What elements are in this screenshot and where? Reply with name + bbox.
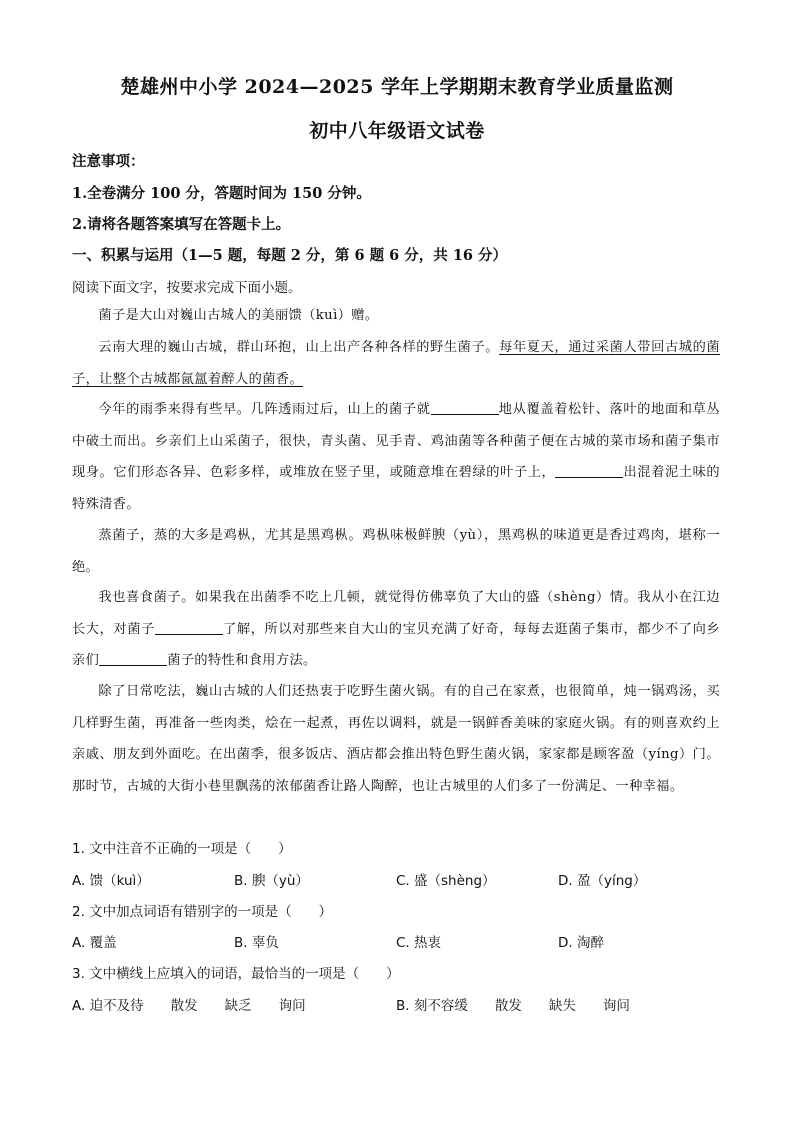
passage-text: 云南大理的巍山古城，群山环抱，山上出产各种各样的野生菌子。 — [98, 340, 500, 355]
passage-text: 我也喜食菌子。如果我在出菌季不吃上几顿，就觉得仿佛辜负了大山的盛（shèng）情。我从小在江边长大，对菌子 — [72, 590, 720, 637]
passage-text: 菌子的特性和食用方法。 — [167, 653, 317, 668]
passage-text: 今年的雨季来得有些早。几阵透雨过后，山上的菌子就 — [98, 402, 431, 417]
passage-text: 地从覆盖着松针、落叶的地面和草丛中破土而出。乡亲们上山采菌子，很快，青头菌、见手青、鸡油菌等各种菌子便在古城的菜市场和菌子集市现身。它们形态各异、色彩多样，或堆放在竖子里，或随意堆在碧绿的叶子上， — [72, 402, 720, 480]
passage-paragraph — [72, 582, 720, 677]
passage-paragraph — [72, 300, 720, 332]
passage-paragraph — [72, 676, 720, 802]
option-b: B. 腴（yù） — [234, 873, 309, 889]
option-a: A. 覆盖 — [72, 935, 117, 951]
option-b: B. 刻不容缓 散发 缺失 询问 — [396, 998, 630, 1014]
option-b: B. 辜负 — [234, 935, 279, 951]
option-c: C. 盛（shèng） — [396, 873, 496, 889]
option-a: A. 迫不及待 散发 缺乏 询问 — [72, 998, 306, 1014]
passage-text: 出混着泥土味的特殊清香。 — [72, 465, 720, 512]
passage-paragraph — [72, 520, 720, 583]
passage-paragraph — [72, 332, 720, 395]
option-d: D. 盈（yíng） — [558, 873, 647, 889]
exam-title: 楚雄州中小学 2024—2025 学年上学期期末教育学业质量监测 — [120, 76, 674, 98]
question-stem: 1. 文中注音不正确的一项是（ ） — [72, 841, 292, 857]
section-heading: 一、积累与运用（1—5 题，每题 2 分，第 6 题 6 分，共 16 分） — [72, 247, 508, 264]
underlined-sentence: 每年夏天，通过采菌人带回古城的菌子，让整个古城都氤氲着醉人的菌香。 — [72, 340, 720, 387]
fill-blank — [155, 620, 223, 634]
passage-text: 蒸菌子，蒸的大多是鸡枞，尤其是黑鸡枞。鸡枞味极鲜腴（yù），黑鸡枞的味道更是香过鸡肉，堪称一绝。 — [72, 528, 720, 575]
question-stem: 2. 文中加点词语有错别字的一项是（ ） — [72, 904, 333, 920]
option-a: A. 馈（kuì） — [72, 873, 150, 889]
passage-text: 菌子是大山对巍山古城人的美丽馈（kuì）赠。 — [98, 308, 379, 323]
notice-heading: 注意事项： — [72, 153, 145, 170]
notice-item: 2.请将各题答案填写在答题卡上。 — [72, 216, 291, 233]
section-instruction: 阅读下面文字，按要求完成下面小题。 — [72, 280, 302, 296]
passage-text: 除了日常吃法，巍山古城的人们还热衷于吃野生菌火锅。有的自己在家煮，也很简单，炖一锅鸡汤，买几样野生菌，再准备一些肉类，烩在一起煮，再佐以调料，就是一锅鲜香美味的家庭火锅。有的则喜欢约上亲戚、朋友到外面吃。在出菌季，很多饭店、酒店都会推出特色野生菌火锅，家家都是顾客盈（yíng）门。那时节，古城的大街小巷里飘荡的浓郁菌香让路人陶醉，也让古城里的人们多了一份满足、一种幸福。 — [72, 684, 720, 794]
fill-blank — [99, 652, 167, 666]
notice-item: 1.全卷满分 100 分，答题时间为 150 分钟。 — [72, 185, 371, 202]
passage-paragraph — [72, 394, 720, 520]
option-c: C. 热衷 — [396, 935, 442, 951]
fill-blank — [555, 464, 623, 478]
question-stem: 3. 文中横线上应填入的词语，最恰当的一项是（ ） — [72, 966, 400, 982]
passage-text: 了解，所以对那些来自大山的宝贝充满了好奇，每每去逛菌子集市，都少不了向乡亲们 — [72, 621, 720, 668]
option-d: D. 淘醉 — [558, 935, 604, 951]
fill-blank — [431, 401, 499, 415]
exam-subtitle: 初中八年级语文试卷 — [309, 120, 485, 142]
